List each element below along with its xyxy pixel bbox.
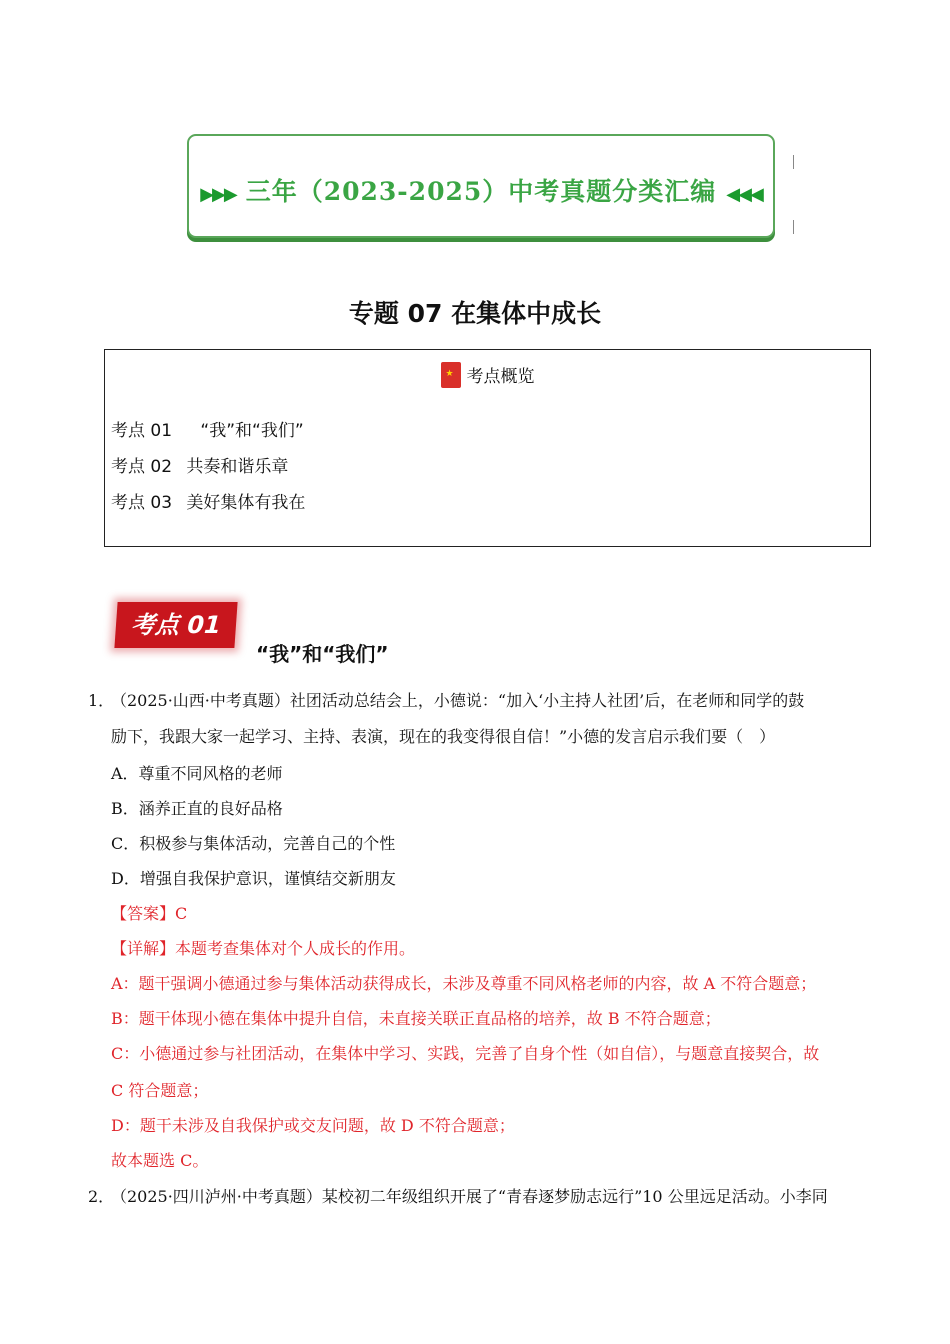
- overview-item: [111, 416, 304, 441]
- analysis-line: 故本题选 C。: [111, 1151, 209, 1170]
- analysis-line: C：小德通过参与社团活动，在集体中学习、实践，完善了自身个性（如自信），与题意直接契合，故: [111, 1044, 820, 1063]
- option-a: A．尊重不同风格的老师: [111, 764, 283, 783]
- overview-heading-text: 考点概览: [466, 367, 535, 387]
- overview-item: [111, 488, 305, 513]
- overview-box: [104, 349, 871, 547]
- overview-item-label: 共奏和谐乐章: [186, 457, 289, 477]
- question-stem: （2025·山西·中考真题）社团活动总结会上，小德说：“加入‘小主持人社团’后，在老师和同学的鼓: [111, 691, 805, 710]
- overview-item-label: “我”和“我们”: [200, 421, 304, 441]
- book-icon: [441, 362, 461, 388]
- question-stem: 励下，我跟大家一起学习、主持、表演，现在的我变得很自信！”小德的发言启示我们要（ ）: [111, 727, 776, 746]
- section-badge: 考点 01: [114, 602, 237, 648]
- title-main: 在集体中成长: [451, 299, 602, 328]
- banner-content: [189, 172, 773, 208]
- analysis-head: 【详解】本题考查集体对个人成长的作用。: [111, 939, 416, 958]
- banner-text: 三年（2023-2025）中考真题分类汇编: [245, 177, 717, 206]
- banner-left-arrows-icon: ▶▶▶: [200, 184, 236, 205]
- overview-item-number: 考点 01: [111, 421, 173, 441]
- question-number: 2．: [88, 1187, 115, 1206]
- overview-heading: [105, 362, 870, 388]
- overview-item-label: 美好集体有我在: [186, 493, 306, 513]
- analysis-line: C 符合题意；: [111, 1081, 209, 1100]
- section-title: “我”和“我们”: [256, 642, 389, 666]
- title-prefix: 专题 07: [348, 299, 443, 328]
- edge-mark: [793, 220, 794, 234]
- overview-item-number: 考点 02: [111, 457, 173, 477]
- question-number: 1．: [88, 691, 115, 710]
- overview-item: [111, 452, 288, 477]
- analysis-line: B：题干体现小德在集体中提升自信，未直接关联正直品格的培养，故 B 不符合题意；: [111, 1009, 721, 1028]
- option-b: B．涵养正直的良好品格: [111, 799, 283, 818]
- banner-right-arrows-icon: ◀◀◀: [726, 184, 762, 205]
- edge-mark: [793, 155, 794, 169]
- question-stem: （2025·四川泸州·中考真题）某校初二年级组织开展了“青春逐梦励志远行”10 公里远足活动。小李同: [111, 1187, 828, 1206]
- page-title: [0, 294, 950, 330]
- option-d: D．增强自我保护意识，谨慎结交新朋友: [111, 869, 396, 888]
- answer: 【答案】C: [111, 904, 188, 923]
- analysis-line: A：题干强调小德通过参与集体活动获得成长，未涉及尊重不同风格老师的内容，故 A 不符合题意；: [111, 974, 817, 993]
- overview-item-number: 考点 03: [111, 493, 173, 513]
- header-banner: [187, 134, 775, 238]
- option-c: C．积极参与集体活动，完善自己的个性: [111, 834, 396, 853]
- analysis-line: D：题干未涉及自我保护或交友问题，故 D 不符合题意；: [111, 1116, 515, 1135]
